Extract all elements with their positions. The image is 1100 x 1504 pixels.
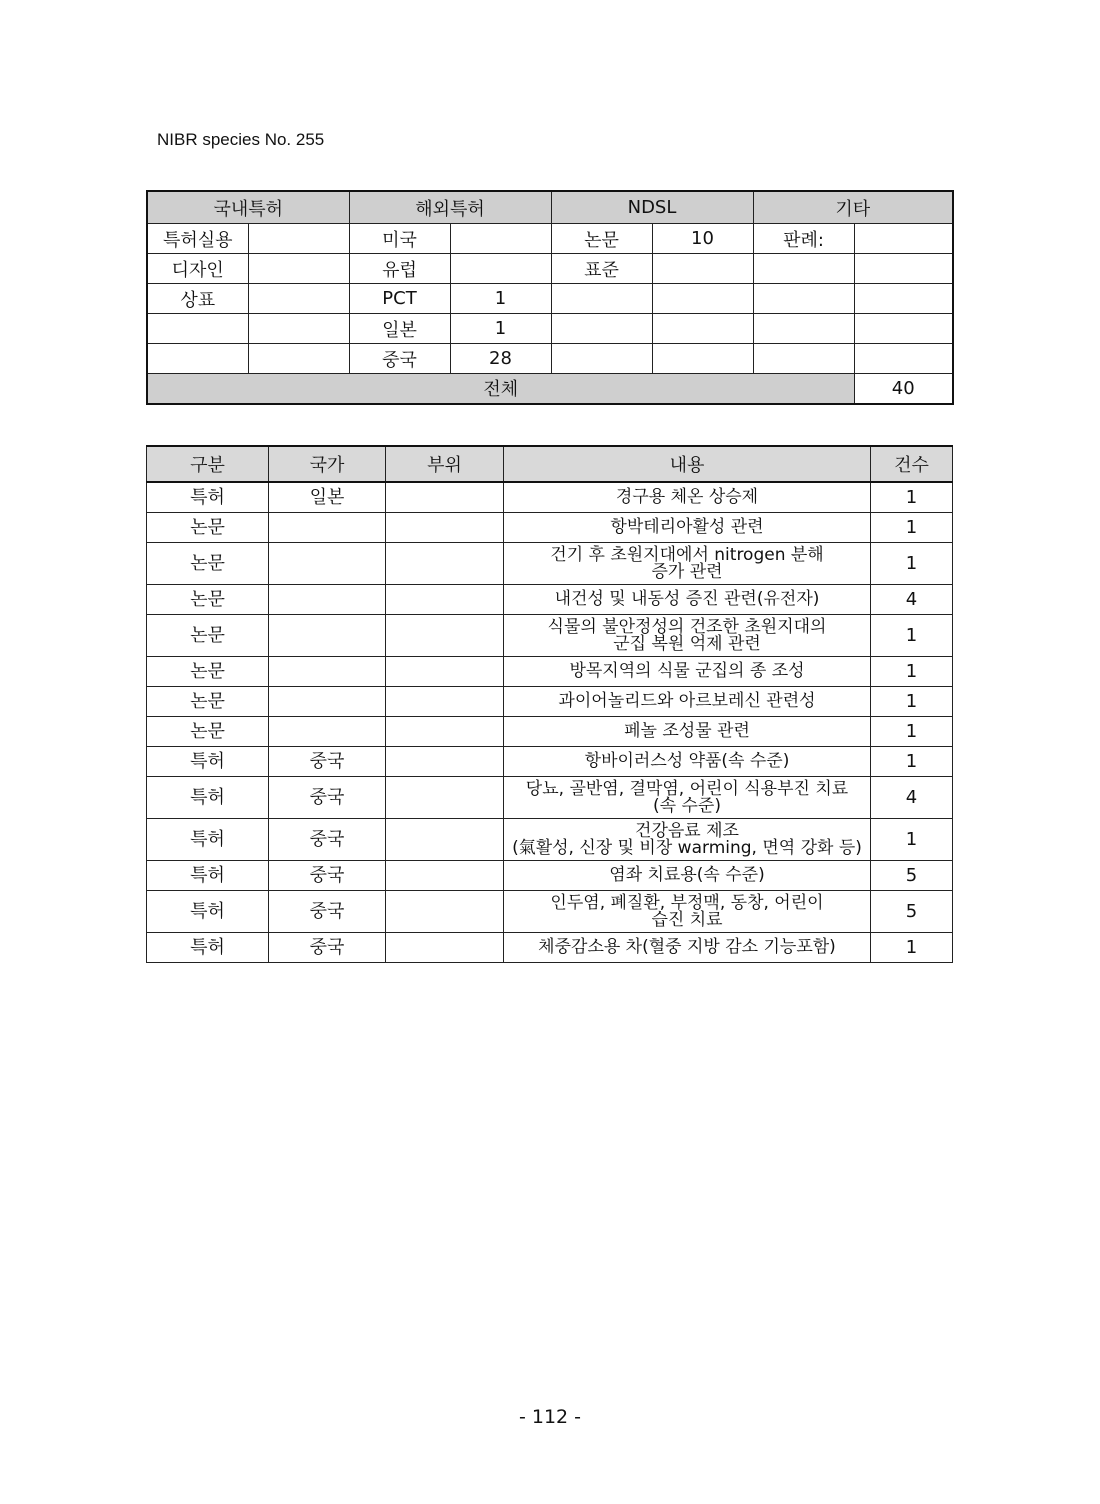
summary-cell: [854, 224, 953, 254]
summary-cell: 28: [450, 344, 551, 374]
cell-content: [504, 861, 871, 891]
cell-content: [504, 482, 871, 513]
cell-category: 논문: [147, 585, 269, 615]
cell-content: [504, 717, 871, 747]
cell-part: [386, 513, 504, 543]
table-row: [147, 543, 953, 585]
summary-cell: [551, 314, 652, 344]
cell-category: 논문: [147, 717, 269, 747]
cell-country: [269, 615, 386, 657]
cell-count: 1: [871, 687, 953, 717]
cell-category: 특허: [147, 482, 269, 513]
header-content: 내용: [504, 446, 871, 482]
cell-content: [504, 687, 871, 717]
cell-category: 특허: [147, 747, 269, 777]
content-line: 인두염, 폐질환, 부정맥, 동창, 어린이: [550, 892, 824, 913]
content-line: (氣활성, 신장 및 비장 warming, 면역 강화 등): [512, 837, 862, 858]
summary-cell: [450, 224, 551, 254]
content-line: 방목지역의 식물 군집의 종 조성: [569, 661, 805, 681]
table-row: [147, 861, 953, 891]
cell-category: 논문: [147, 513, 269, 543]
cell-content: [504, 543, 871, 585]
content-line: 경구용 체온 상승제: [615, 487, 759, 507]
cell-count: 5: [871, 861, 953, 891]
summary-cell: [248, 314, 349, 344]
summary-cell: [248, 224, 349, 254]
cell-country: 중국: [269, 747, 386, 777]
cell-country: [269, 585, 386, 615]
content-line: 과이어놀리드와 아르보레신 관련성: [558, 691, 816, 711]
summary-cell: 표준: [551, 254, 652, 284]
summary-cell: [753, 284, 854, 314]
cell-part: [386, 585, 504, 615]
cell-category: 특허: [147, 777, 269, 819]
summary-row: [147, 224, 953, 254]
summary-row: [147, 284, 953, 314]
summary-row: [147, 254, 953, 284]
cell-category: 논문: [147, 687, 269, 717]
summary-row: [147, 314, 953, 344]
cell-category: 논문: [147, 657, 269, 687]
cell-country: 중국: [269, 819, 386, 861]
cell-count: 1: [871, 482, 953, 513]
cell-content: [504, 513, 871, 543]
cell-count: 1: [871, 933, 953, 963]
content-line: 페놀 조성물 관련: [624, 721, 750, 741]
summary-cell: 1: [450, 284, 551, 314]
summary-cell: 디자인: [147, 254, 248, 284]
summary-table: [146, 190, 954, 405]
summary-cell: [753, 344, 854, 374]
summary-row: [147, 344, 953, 374]
cell-part: [386, 861, 504, 891]
table-row: [147, 615, 953, 657]
cell-part: [386, 657, 504, 687]
summary-cell: [551, 284, 652, 314]
content-line: 건강음료 제조: [635, 820, 739, 841]
summary-cell: [248, 284, 349, 314]
page-number: - 112 -: [518, 1406, 582, 1428]
content-line: 습진 치료: [651, 909, 723, 930]
cell-country: 중국: [269, 891, 386, 933]
table-row: [147, 513, 953, 543]
cell-category: 논문: [147, 615, 269, 657]
table-row: [147, 717, 953, 747]
summary-cell: [652, 254, 753, 284]
cell-part: [386, 933, 504, 963]
content-line: 내건성 및 내동성 증진 관련(유전자): [554, 589, 820, 609]
summary-cell: [854, 344, 953, 374]
table-row: [147, 657, 953, 687]
cell-country: 중국: [269, 777, 386, 819]
cell-country: [269, 543, 386, 585]
summary-cell: 유럽: [349, 254, 450, 284]
content-line: 당뇨, 골반염, 결막염, 어린이 식용부진 치료: [525, 778, 849, 799]
summary-cell: [450, 254, 551, 284]
cell-content: [504, 777, 871, 819]
cell-category: 특허: [147, 933, 269, 963]
cell-count: 1: [871, 615, 953, 657]
cell-country: [269, 687, 386, 717]
cell-content: [504, 615, 871, 657]
cell-content: [504, 933, 871, 963]
cell-country: [269, 513, 386, 543]
content-line: 체중감소용 차(혈중 지방 감소 기능포함): [538, 937, 836, 957]
cell-category: 논문: [147, 543, 269, 585]
content-line: 식물의 불안정성의 건조한 초원지대의: [547, 616, 827, 637]
summary-cell: 일본: [349, 314, 450, 344]
content-line: 건기 후 초원지대에서 nitrogen 분해: [550, 544, 824, 565]
cell-count: 1: [871, 747, 953, 777]
cell-part: [386, 891, 504, 933]
table-row: [147, 585, 953, 615]
cell-part: [386, 687, 504, 717]
cell-category: 특허: [147, 861, 269, 891]
summary-cell: 논문: [551, 224, 652, 254]
summary-cell: [551, 344, 652, 374]
summary-cell: 1: [450, 314, 551, 344]
cell-count: 1: [871, 543, 953, 585]
cell-country: 일본: [269, 482, 386, 513]
table-row: [147, 819, 953, 861]
cell-content: [504, 657, 871, 687]
summary-cell: [147, 344, 248, 374]
header-part: 부위: [386, 446, 504, 482]
summary-cell: [652, 284, 753, 314]
summary-cell: 상표: [147, 284, 248, 314]
header-domestic-patent: 국내특허: [147, 191, 349, 224]
cell-country: 중국: [269, 933, 386, 963]
summary-body: [147, 224, 953, 404]
table-row: [147, 891, 953, 933]
cell-part: [386, 482, 504, 513]
cell-part: [386, 717, 504, 747]
header-foreign-patent: 해외특허: [349, 191, 551, 224]
cell-country: [269, 657, 386, 687]
header-other: 기타: [753, 191, 953, 224]
table-row: [147, 687, 953, 717]
summary-cell: [753, 254, 854, 284]
cell-part: [386, 615, 504, 657]
total-value: 40: [854, 374, 953, 404]
total-label: 전체: [147, 374, 854, 404]
cell-country: 중국: [269, 861, 386, 891]
cell-content: [504, 747, 871, 777]
table-row: [147, 777, 953, 819]
cell-category: 특허: [147, 891, 269, 933]
header-ndsl: NDSL: [551, 191, 753, 224]
summary-cell: 10: [652, 224, 753, 254]
summary-cell: 특허실용: [147, 224, 248, 254]
content-line: (속 수준): [653, 795, 721, 816]
content-line: 항박테리아활성 관련: [610, 517, 764, 537]
summary-cell: [854, 284, 953, 314]
header-category: 구분: [147, 446, 269, 482]
summary-cell: [248, 254, 349, 284]
detail-body: [147, 482, 953, 963]
summary-cell: [147, 314, 248, 344]
summary-cell: PCT: [349, 284, 450, 314]
cell-country: [269, 717, 386, 747]
cell-content: [504, 891, 871, 933]
page-header-title: NIBR species No. 255: [157, 130, 325, 149]
cell-count: 4: [871, 585, 953, 615]
cell-count: 1: [871, 657, 953, 687]
content-line: 항바이러스성 약품(속 수준): [584, 751, 790, 771]
cell-part: [386, 777, 504, 819]
table-row: [147, 482, 953, 513]
cell-part: [386, 543, 504, 585]
table-row: [147, 933, 953, 963]
cell-category: 특허: [147, 819, 269, 861]
cell-count: 5: [871, 891, 953, 933]
cell-content: [504, 819, 871, 861]
content-line: 증가 관련: [651, 561, 723, 582]
summary-cell: [854, 314, 953, 344]
summary-total-row: [147, 374, 953, 404]
summary-cell: [753, 314, 854, 344]
cell-part: [386, 819, 504, 861]
summary-cell: [854, 254, 953, 284]
header-count: 건수: [871, 446, 953, 482]
detail-table: [146, 445, 953, 963]
summary-cell: [652, 344, 753, 374]
cell-count: 4: [871, 777, 953, 819]
cell-count: 1: [871, 819, 953, 861]
summary-cell: 미국: [349, 224, 450, 254]
content-line: 염좌 치료용(속 수준): [609, 865, 765, 885]
summary-cell: [652, 314, 753, 344]
cell-count: 1: [871, 513, 953, 543]
content-line: 군집 복원 억제 관련: [613, 633, 761, 654]
cell-count: 1: [871, 717, 953, 747]
summary-cell: [248, 344, 349, 374]
cell-content: [504, 585, 871, 615]
summary-cell: 중국: [349, 344, 450, 374]
table-row: [147, 747, 953, 777]
summary-cell: 판례:: [753, 224, 854, 254]
cell-part: [386, 747, 504, 777]
header-country: 국가: [269, 446, 386, 482]
